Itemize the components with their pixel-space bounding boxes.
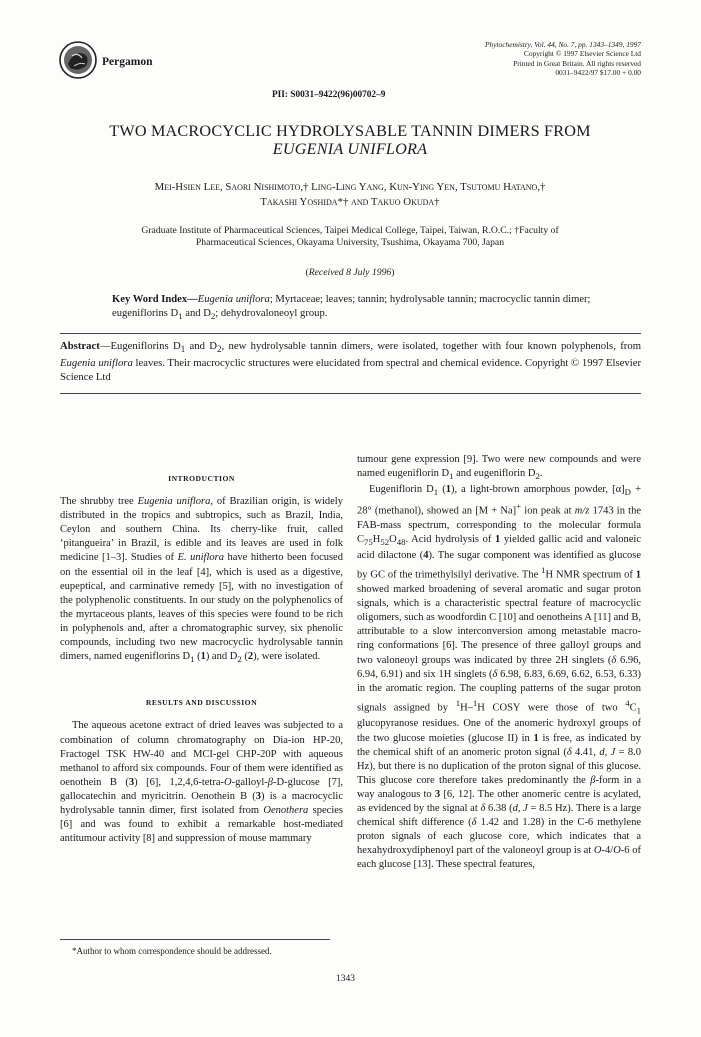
keyword-index: Key Word Index—Eugenia uniflora; Myrtaceae; leaves; tannin; hydrolysable tannin; macrocyclic tannin dimer; eugeniflorins $D_1$ and $D_2$; dehydrovaloneoyl group. — [112, 294, 591, 321]
affiliation-line-1: Graduate Institute of Pharmaceutical Sciences, Taipei Medical College, Taipei, Taiwan, R.O.C.; †Faculty of — [141, 225, 559, 236]
footnote-rule — [60, 939, 330, 940]
right-paragraph-2: Eugeniflorin $D_1$ (1), a light-brown amorphous powder, $[\alpha]_D + 28^\circ$ (methanol), showed an [M + Na]+ ion peak at m/z 1743 in the FAB-mass spectrum, corresponding to the molecular formula $C_{75}H_{52}O_{48}$. Acid hydrolysis of 1 yielded gallic acid and valoneic acid dilactone (4). The sugar component was identified as glucose by GC of the trimethylsilyl derivative. The $^1$H NMR spectrum of 1 showed marked broadening of several aromatic and sugar proton signals, which is a characteristic spectral feature of macrocyclic oligomers, such as woodfordin C [10] and oenotheins A [11] and B, attributable to a slow interconversion among metastable macro-ring conformations [6]. The presence of three galloyl groups and two valoneoyl groups was indicated by three 2H singlets (δ 6.96, 6.94, 6.91) and six 1H singlets (δ 6.98, 6.83, 6.69, 6.62, 6.53, 6.33) in the aromatic region. The coupling patterns of the sugar proton signals assigned by $^1$H–$^1$H COSY were those of two $^4C_1$ glucopyranose residues. One of the anomeric hydroxyl groups of the two glucose moieties (glucose II) in 1 is free, as indicated by the chemical shift of an anomeric proton signal (δ 4.41, d, J = 8.0 Hz), but there is no duplication of the proton signal of this glucose. This glucose core therefore takes predominantly the β-form in a way analogous to 3 [6, 12]. The other anomeric centre is acylated, as evidenced by the signal at δ 6.38 (d, J = 8.5 Hz). There is a large chemical shift difference (δ 1.42 and 1.28) in the C-6 methylene proton signals of each glucose core, which indicates that a hexahydroxydiphenoyl part of the valoneoyl group is at O-4/O-6 of each glucose [13]. These spectral features, — [357, 484, 642, 871]
abstract-bottom-rule — [60, 393, 641, 394]
intro-paragraph: The shrubby tree Eugenia uniflora, of Brazilian origin, is widely distributed in the tropics and subtropics, such as Brazil, India, Ceylon and southern China. Its cherry-like fruit, called ‘pitangueira’ in Brazil, is edible and its leaves are used in folk medicine [1–3]. Studies of E. uniflora have hitherto been focused on the essential oil in the leaf [4], which is used as a digestive, eupeptical, and carminative remedy [5], with no investigation of the polyphenolic constituents. In our study on the polyphenolics of the myrtaceous plants, leaves of this species were found to be rich in polyphenols and, after a chromatographic survey, six phenolic compounds, including two new macrocyclic hydrolysable tannin dimers, named eugeniflorins $D_1$ (1) and $D_2$ (2), were isolated. — [60, 496, 343, 665]
journal-line-1: Phytochemistry, Vol. 44, No. 7, pp. 1343–1349, 1997 — [484, 40, 641, 49]
journal-citation — [381, 40, 641, 77]
results-paragraph: The aqueous acetone extract of dried leaves was subjected to a combination of column chromatography on Dia-ion HP-20, Fractogel TSK HW-40 and MCI-gel CHP-20P with aqueous methanol to afford six compounds. Four of them were identified as oenothein B (3) [6], 1,2,4,6-tetra-O-galloyl-β-D-glucose [7], gallocatechin and myricitrin. Oenothein B (3) is a macrocyclic hydrolysable tannin dimer, first isolated from Oenothera species [6] and was found to exhibit a remarkable host-mediated antitumour activity [8] and suppression of mouse mammary — [60, 720, 344, 845]
keywords-label: Key Word Index— — [112, 294, 198, 305]
pii-identifier: PII: S0031–9422(96)00702–9 — [272, 90, 386, 100]
abstract-text-1: —Eugeniflorins D — [99, 340, 181, 352]
author-list — [60, 180, 640, 210]
page-number: 1343 — [336, 974, 355, 984]
received-date: (Received 8 July 1996) — [305, 267, 395, 278]
authors-line-1: Mei-Hsien Lee, Saori Nishimoto,† Ling-Ling Yang, Kun-Ying Yen, Tsutomu Hatano,† — [154, 181, 546, 193]
keywords-text-3: ; dehydrovaloneoyl group. — [215, 307, 328, 319]
journal-line-4: 0031–9422/97 $17.00 + 0.00 — [555, 67, 641, 77]
keywords-species: Eugenia uniflora — [197, 294, 270, 305]
publisher-name: Pergamon — [102, 56, 153, 68]
right-column — [357, 453, 641, 873]
abstract: Abstract—Eugeniflorins $D_1$ and $D_2$, new hydrolysable tannin dimers, were isolated, together with four known polyphenols, from Eugenia uniflora leaves. Their macrocyclic structures were elucidated from spectral and chemical evidence. Copyright © 1997 Elsevier Science Ltd — [60, 340, 642, 384]
abstract-top-rule — [60, 333, 641, 334]
abstract-species: Eugenia uniflora — [60, 357, 133, 370]
abstract-text-4: leaves. Their macrocyclic structures were elucidated from spectral and chemical evidence. Copyright © 1997 Elsevier Science Ltd — [60, 357, 642, 384]
journal-line-3: Printed in Great Britain. All rights reserved — [513, 58, 641, 68]
received-label: Received — [308, 267, 344, 278]
right-paragraph-1: tumour gene expression [9]. Two were new compounds and were named eugeniflorin $D_1$ and eugeniflorin $D_2$. — [357, 454, 641, 482]
abstract-text-3: , new hydrolysable tannin dimers, were isolated, together with four known polyphenols, from — [221, 340, 642, 352]
section-results-heading: RESULTS AND DISCUSSION — [145, 698, 258, 708]
section-introduction-heading: INTRODUCTION — [168, 474, 235, 483]
received-date-value: 8 July 1996 — [346, 267, 392, 278]
abstract-label: Abstract — [60, 340, 100, 352]
keywords-text-2: and D — [182, 307, 211, 319]
title-line-1: TWO MACROCYCLIC HYDROLYSABLE TANNIN DIMERS FROM — [109, 122, 591, 140]
affiliations — [80, 225, 620, 250]
title-line-2: EUGENIA UNIFLORA — [272, 140, 428, 158]
paper-title — [60, 122, 640, 158]
journal-line-2: Copyright © 1997 Elsevier Science Ltd — [523, 49, 641, 59]
authors-line-2: Takashi Yoshida*† and Takuo Okuda† — [260, 196, 440, 208]
publisher-logo-icon — [58, 40, 98, 80]
left-column — [60, 472, 343, 846]
corresponding-author-footnote: *Author to whom correspondence should be addressed. — [72, 946, 272, 956]
keywords-text-1: ; Myrtaceae; leaves; tannin; hydrolysable tannin; macrocyclic tannin dimer; eugeniflorins D — [112, 294, 591, 319]
abstract-text-2: and D — [185, 340, 218, 352]
affiliation-line-2: Pharmaceutical Sciences, Okayama University, Tsushima, Okayama 700, Japan — [195, 237, 505, 249]
